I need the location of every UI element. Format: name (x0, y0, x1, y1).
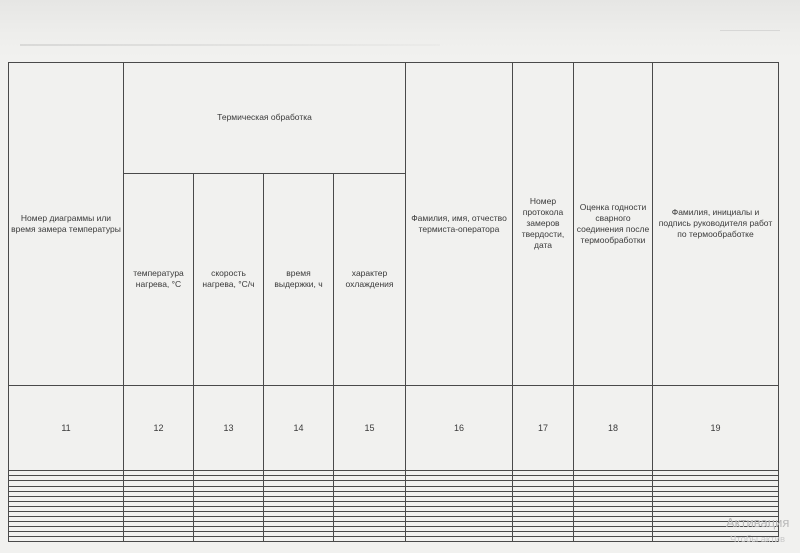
column-number: 12 (124, 385, 194, 471)
col-assessment-header: Оценка годности сварного соединения после термообработки (574, 63, 653, 386)
col-cooling-header: характер охлаждения (334, 173, 406, 385)
col-heat-temp-header: температура нагрева, °С (124, 173, 194, 385)
heat-treatment-table (8, 62, 779, 542)
scan-top-shadow (0, 0, 800, 58)
windows-activation-watermark: Активация (726, 515, 790, 530)
table-cell[interactable] (264, 536, 334, 541)
column-number: 14 (264, 385, 334, 471)
column-number: 15 (334, 385, 406, 471)
column-number: 16 (406, 385, 513, 471)
table-cell[interactable] (406, 536, 513, 541)
table-body (9, 471, 779, 542)
table-cell[interactable] (574, 536, 653, 541)
table-cell[interactable] (513, 536, 574, 541)
column-number: 17 (513, 385, 574, 471)
table-row (9, 536, 779, 541)
scan-bleedthrough-right (720, 30, 780, 45)
table-cell[interactable] (124, 536, 194, 541)
table-cell[interactable] (194, 536, 264, 541)
col-hold-time-header: время выдержки, ч (264, 173, 334, 385)
column-number-row (9, 385, 779, 471)
column-number: 11 (9, 385, 124, 471)
col-heat-speed-header: скорость нагрева, °С/ч (194, 173, 264, 385)
scan-bleedthrough (20, 44, 440, 46)
col-protocol-header: Номер протокола замеров твердости, дата (513, 63, 574, 386)
table-cell[interactable] (334, 536, 406, 541)
heat-treatment-group-header: Термическая обработка (124, 63, 406, 174)
header-row-1 (9, 63, 779, 174)
col-operator-header: Фамилия, имя, отчество термиста-оператора (406, 63, 513, 386)
col-supervisor-header: Фамилия, инициалы и подпись руководителя работ по термообработке (653, 63, 779, 386)
column-number: 19 (653, 385, 779, 471)
col-diagram-header: Номер диаграммы или время замера температуры (9, 63, 124, 386)
table-cell[interactable] (9, 536, 124, 541)
column-number: 18 (574, 385, 653, 471)
windows-activation-watermark-sub: Чтобы актив (730, 534, 786, 545)
column-number: 13 (194, 385, 264, 471)
